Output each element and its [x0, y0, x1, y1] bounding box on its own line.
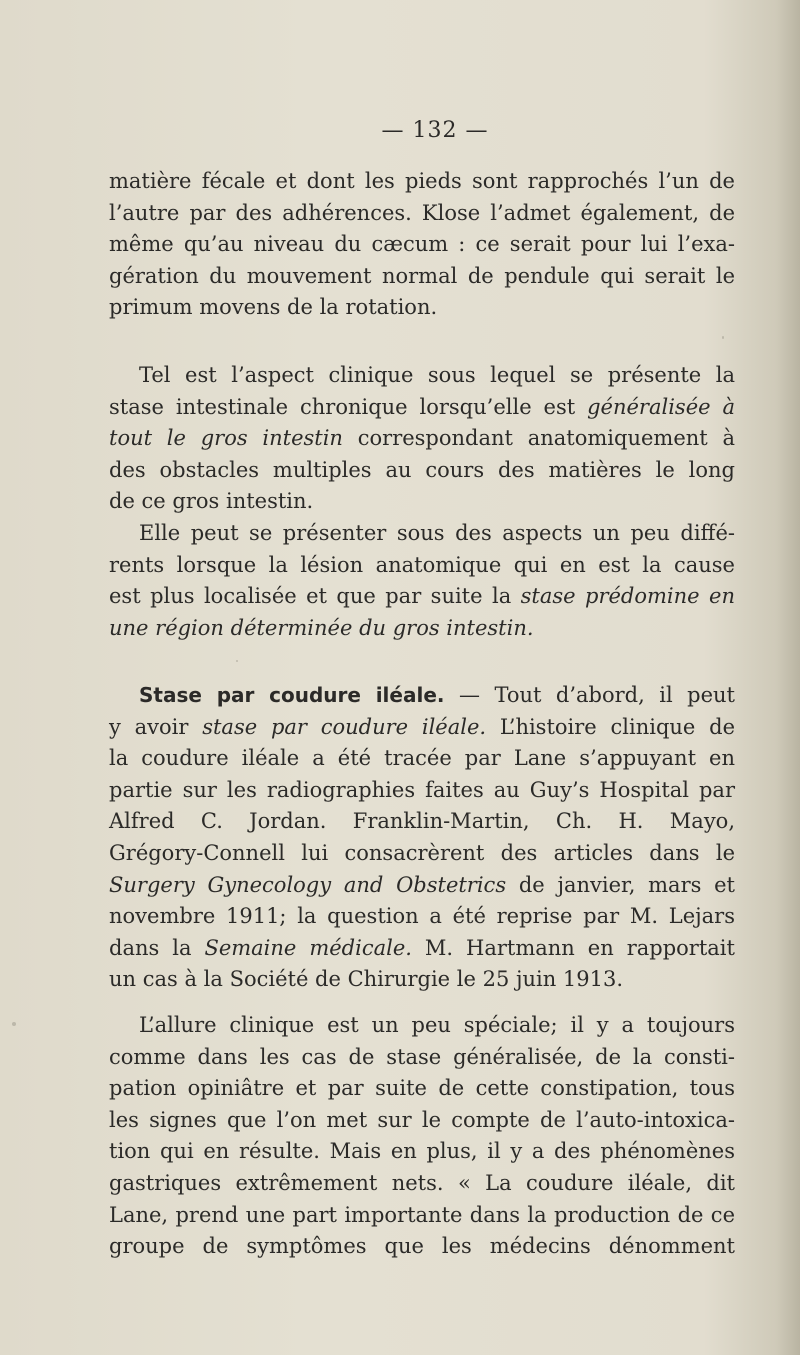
text-line: [109, 392, 735, 424]
paragraph-rotation: [109, 166, 735, 324]
text-line: [109, 712, 735, 744]
text-line: pation opiniâtre et par suite de cette constipation, tous: [109, 1076, 735, 1101]
page-number: — 132 —: [381, 118, 489, 143]
journal-title: Surgery Gynecology and Obstetrics: [109, 872, 507, 897]
text-run: correspondant anatomiquement à: [357, 426, 736, 451]
text-line: l’autre par des adhérences. Klose l’admet également, de: [109, 200, 735, 225]
text-line: Lane, prend une part importante dans la production de ce: [109, 1202, 735, 1227]
text-line: rents lorsque la lésion anatomique qui en est la cause: [109, 552, 735, 577]
text-line: Elle peut se présenter sous des aspects un peu diffé-: [139, 520, 735, 545]
text-line: [109, 933, 735, 965]
text-line: des obstacles multiples au cours des matières le long: [109, 457, 735, 482]
text-line: gastriques extrêmement nets. « La coudure iléale, dit: [109, 1170, 735, 1195]
text-line: la coudure iléale a été tracée par Lane s’appuyant en: [109, 746, 735, 771]
text-run: de janvier, mars et: [518, 872, 735, 897]
text-run: M. Hartmann en rapportait: [424, 935, 735, 960]
text-run: L’histoire clinique de: [499, 714, 735, 739]
text-line: matière fécale et dont les pieds sont rapprochés l’un de: [109, 169, 735, 193]
text-line: Tel est l’aspect clinique sous lequel se présente la: [139, 363, 735, 387]
text-line: primum movens de la rotation.: [109, 295, 438, 320]
text-line: une région déterminée du gros intestin.: [109, 615, 534, 640]
paragraph-allure-clinique: [109, 1010, 735, 1263]
text-line: de ce gros intestin.: [109, 489, 314, 514]
text-run: y avoir: [109, 714, 189, 739]
text-line: L’allure clinique est un peu spéciale; il y a toujours: [139, 1013, 735, 1037]
text-line: tion qui en résulte. Mais en plus, il y a des phénomènes: [109, 1139, 735, 1164]
text-line: [109, 581, 735, 613]
paper-speck: [236, 660, 238, 662]
text-run: stase intestinale chronique lorsqu’elle est: [109, 394, 576, 419]
text-line: gération du mouvement normal de pendule qui serait le: [109, 263, 735, 288]
section-heading: Stase par coudure iléale.: [139, 683, 445, 707]
text-line: novembre 1911; la question a été reprise par M. Lejars: [109, 904, 735, 929]
text-line: les signes que l’on met sur le compte de l’auto-intoxica-: [109, 1107, 735, 1132]
paper-speck: [722, 336, 724, 339]
text-line: Grégory-Connell lui consacrèrent des articles dans le: [109, 840, 735, 865]
journal-title: Semaine médicale.: [204, 935, 412, 960]
text-line: Alfred C. Jordan. Franklin-Martin, Ch. H. Mayo,: [109, 809, 735, 834]
italic-run: généralisée à: [587, 394, 735, 419]
paragraph-coudure-ileale: [109, 680, 735, 996]
text-line: même qu’au niveau du cæcum : ce serait pour lui l’exa-: [109, 232, 735, 257]
italic-run: stase par coudure iléale.: [202, 714, 487, 739]
text-line: groupe de symptômes que les médecins dénomment: [109, 1234, 735, 1259]
text-line: [109, 680, 735, 712]
text-run: dans la: [109, 935, 192, 960]
italic-run: stase prédomine en: [520, 584, 735, 609]
text-line: [109, 870, 735, 902]
text-line: [109, 423, 735, 455]
text-line: un cas à la Société de Chirurgie le 25 juin 1913.: [109, 967, 624, 992]
text-line: comme dans les cas de stase généralisée, de la consti-: [109, 1044, 735, 1069]
text-run: — Tout d’abord, il peut: [458, 683, 735, 707]
text-run: est plus localisée et que par suite la: [109, 584, 512, 609]
paper-speck: [12, 1022, 16, 1026]
text-line: partie sur les radiographies faites au Guy’s Hospital par: [109, 777, 735, 802]
paragraph-stase-generalisee: [109, 360, 735, 644]
italic-run: tout le gros intestin: [109, 426, 343, 451]
